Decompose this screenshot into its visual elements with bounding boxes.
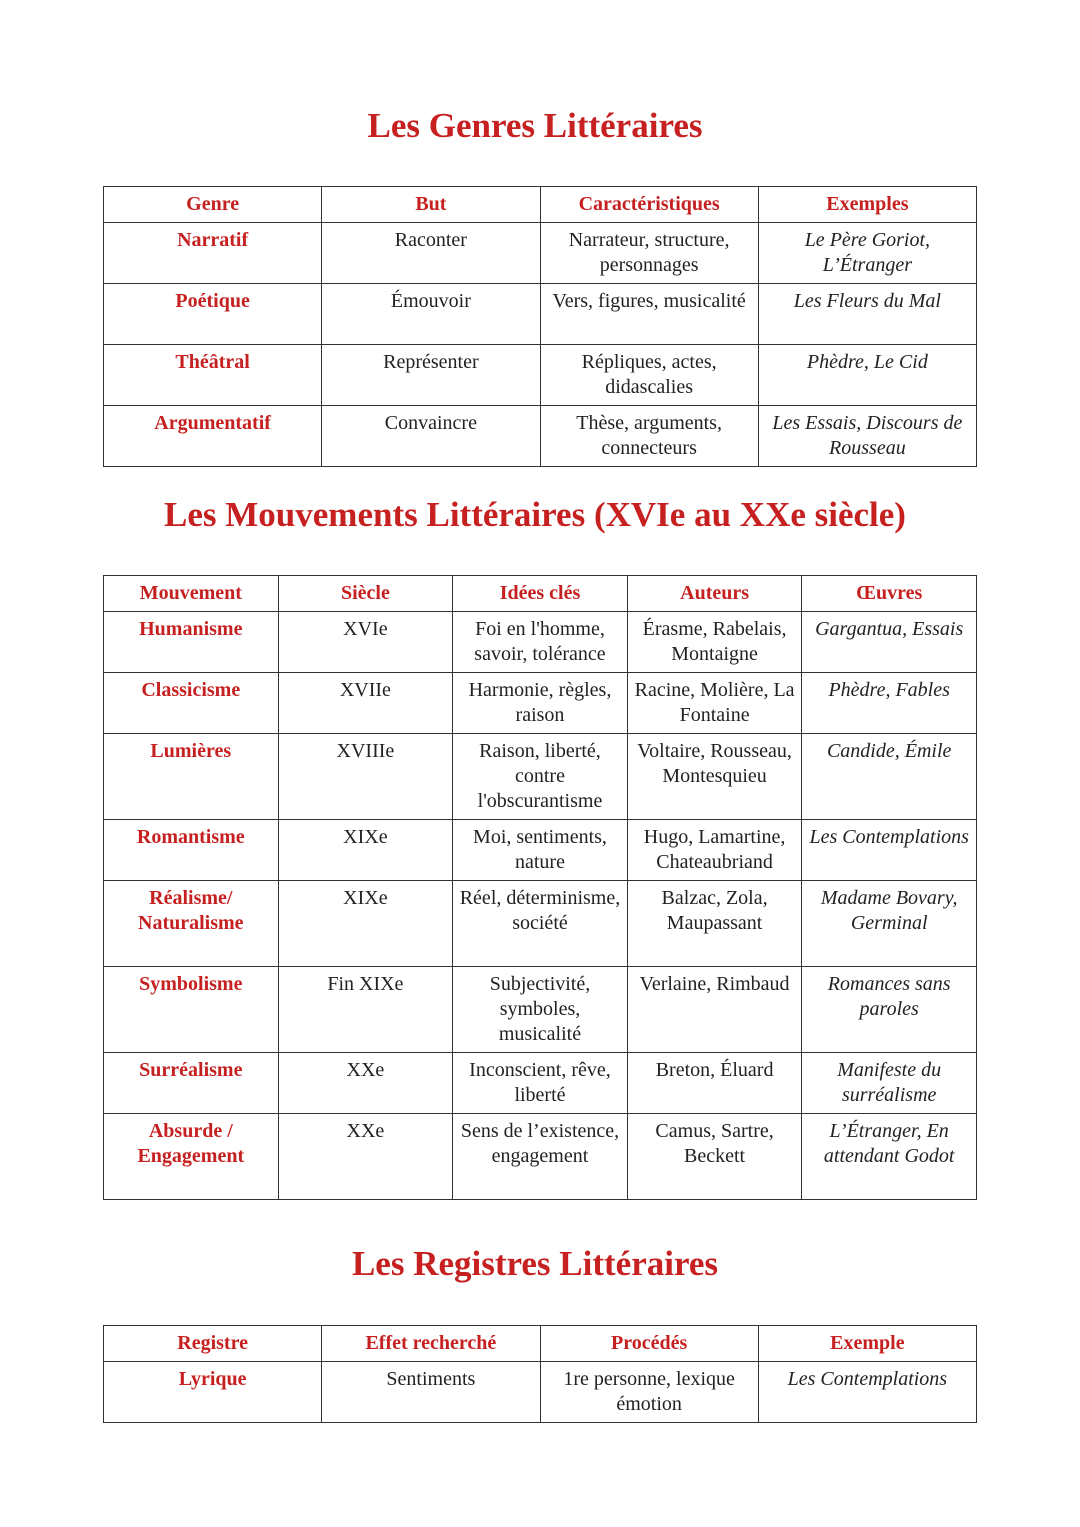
- mouvement-siecle: XVIIIe: [278, 734, 453, 820]
- table-row: [104, 612, 977, 673]
- table-row: [104, 223, 977, 284]
- mouvement-name: Romantisme: [104, 820, 279, 881]
- genre-but: Convaincre: [322, 406, 540, 467]
- column-header: Effet recherché: [322, 1326, 540, 1362]
- registres-table: [103, 1325, 977, 1423]
- table-row: [104, 406, 977, 467]
- genre-caracteristiques: Narrateur, structure, personnages: [540, 223, 758, 284]
- mouvement-oeuvres: Manifeste du surréalisme: [802, 1053, 977, 1114]
- mouvement-oeuvres: Romances sans paroles: [802, 967, 977, 1053]
- table-row: [104, 1114, 977, 1200]
- mouvements-title: Les Mouvements Littéraires (XVIe au XXe siècle): [164, 495, 906, 534]
- mouvement-name: Surréalisme: [104, 1053, 279, 1114]
- table-row: [104, 1053, 977, 1114]
- registre-name: Lyrique: [104, 1362, 322, 1423]
- genre-but: Représenter: [322, 345, 540, 406]
- mouvement-siecle: XIXe: [278, 881, 453, 967]
- mouvement-oeuvres: Phèdre, Fables: [802, 673, 977, 734]
- mouvement-name: Réalisme/ Naturalisme: [104, 881, 279, 967]
- column-header: Auteurs: [627, 576, 802, 612]
- table-row: [104, 284, 977, 345]
- genre-but: Raconter: [322, 223, 540, 284]
- mouvement-idees: Moi, sentiments, nature: [453, 820, 628, 881]
- table-header-row: [104, 576, 977, 612]
- mouvement-idees: Réel, déterminisme, société: [453, 881, 628, 967]
- mouvement-siecle: XVIe: [278, 612, 453, 673]
- table-row: [104, 820, 977, 881]
- mouvement-idees: Raison, liberté, contre l'obscurantisme: [453, 734, 628, 820]
- mouvement-name: Classicisme: [104, 673, 279, 734]
- registre-exemple: Les Contemplations: [758, 1362, 976, 1423]
- genre-name: Poétique: [104, 284, 322, 345]
- genre-exemples: Les Fleurs du Mal: [758, 284, 976, 345]
- mouvement-idees: Inconscient, rêve, liberté: [453, 1053, 628, 1114]
- mouvement-oeuvres: Gargantua, Essais: [802, 612, 977, 673]
- mouvement-idees: Foi en l'homme, savoir, tolérance: [453, 612, 628, 673]
- column-header: Exemples: [758, 187, 976, 223]
- table-row: [104, 345, 977, 406]
- mouvement-oeuvres: Candide, Émile: [802, 734, 977, 820]
- mouvement-auteurs: Voltaire, Rousseau, Montesquieu: [627, 734, 802, 820]
- column-header: Siècle: [278, 576, 453, 612]
- column-header: Exemple: [758, 1326, 976, 1362]
- column-header: Caractéristiques: [540, 187, 758, 223]
- column-header: But: [322, 187, 540, 223]
- mouvement-idees: Harmonie, règles, raison: [453, 673, 628, 734]
- column-header: Procédés: [540, 1326, 758, 1362]
- registres-title: Les Registres Littéraires: [351, 1244, 719, 1283]
- mouvement-oeuvres: Les Contemplations: [802, 820, 977, 881]
- mouvement-oeuvres: Madame Bovary, Germinal: [802, 881, 977, 967]
- genre-caracteristiques: Répliques, actes, didascalies: [540, 345, 758, 406]
- mouvement-auteurs: Breton, Éluard: [627, 1053, 802, 1114]
- mouvement-auteurs: Camus, Sartre, Beckett: [627, 1114, 802, 1200]
- table-row: [104, 673, 977, 734]
- mouvement-name: Absurde / Engagement: [104, 1114, 279, 1200]
- column-header: Registre: [104, 1326, 322, 1362]
- table-header-row: [104, 187, 977, 223]
- genre-name: Narratif: [104, 223, 322, 284]
- genres-table: [103, 186, 977, 467]
- genre-caracteristiques: Thèse, arguments, connecteurs: [540, 406, 758, 467]
- mouvement-auteurs: Hugo, Lamartine, Chateaubriand: [627, 820, 802, 881]
- mouvement-auteurs: Érasme, Rabelais, Montaigne: [627, 612, 802, 673]
- mouvement-name: Humanisme: [104, 612, 279, 673]
- mouvements-table: [103, 575, 977, 1200]
- mouvement-siecle: XXe: [278, 1053, 453, 1114]
- table-row: [104, 967, 977, 1053]
- column-header: Genre: [104, 187, 322, 223]
- mouvement-oeuvres: L’Étranger, En attendant Godot: [802, 1114, 977, 1200]
- genres-title: Les Genres Littéraires: [367, 106, 703, 145]
- mouvement-auteurs: Balzac, Zola, Maupassant: [627, 881, 802, 967]
- mouvement-siecle: Fin XIXe: [278, 967, 453, 1053]
- mouvement-siecle: XXe: [278, 1114, 453, 1200]
- genre-exemples: Phèdre, Le Cid: [758, 345, 976, 406]
- mouvement-siecle: XIXe: [278, 820, 453, 881]
- genre-exemples: Le Père Goriot, L’Étranger: [758, 223, 976, 284]
- mouvement-auteurs: Verlaine, Rimbaud: [627, 967, 802, 1053]
- table-header-row: [104, 1326, 977, 1362]
- table-row: [104, 734, 977, 820]
- registre-procedes: 1re personne, lexique émotion: [540, 1362, 758, 1423]
- mouvement-name: Lumières: [104, 734, 279, 820]
- registre-effet: Sentiments: [322, 1362, 540, 1423]
- table-row: [104, 1362, 977, 1423]
- column-header: Œuvres: [802, 576, 977, 612]
- column-header: Idées clés: [453, 576, 628, 612]
- mouvement-name: Symbolisme: [104, 967, 279, 1053]
- mouvement-idees: Sens de l’existence, engagement: [453, 1114, 628, 1200]
- mouvement-idees: Subjectivité, symboles, musicalité: [453, 967, 628, 1053]
- genre-exemples: Les Essais, Discours de Rousseau: [758, 406, 976, 467]
- genre-but: Émouvoir: [322, 284, 540, 345]
- mouvement-siecle: XVIIe: [278, 673, 453, 734]
- table-row: [104, 881, 977, 967]
- genre-name: Théâtral: [104, 345, 322, 406]
- mouvement-auteurs: Racine, Molière, La Fontaine: [627, 673, 802, 734]
- column-header: Mouvement: [104, 576, 279, 612]
- genre-caracteristiques: Vers, figures, musicalité: [540, 284, 758, 345]
- genre-name: Argumentatif: [104, 406, 322, 467]
